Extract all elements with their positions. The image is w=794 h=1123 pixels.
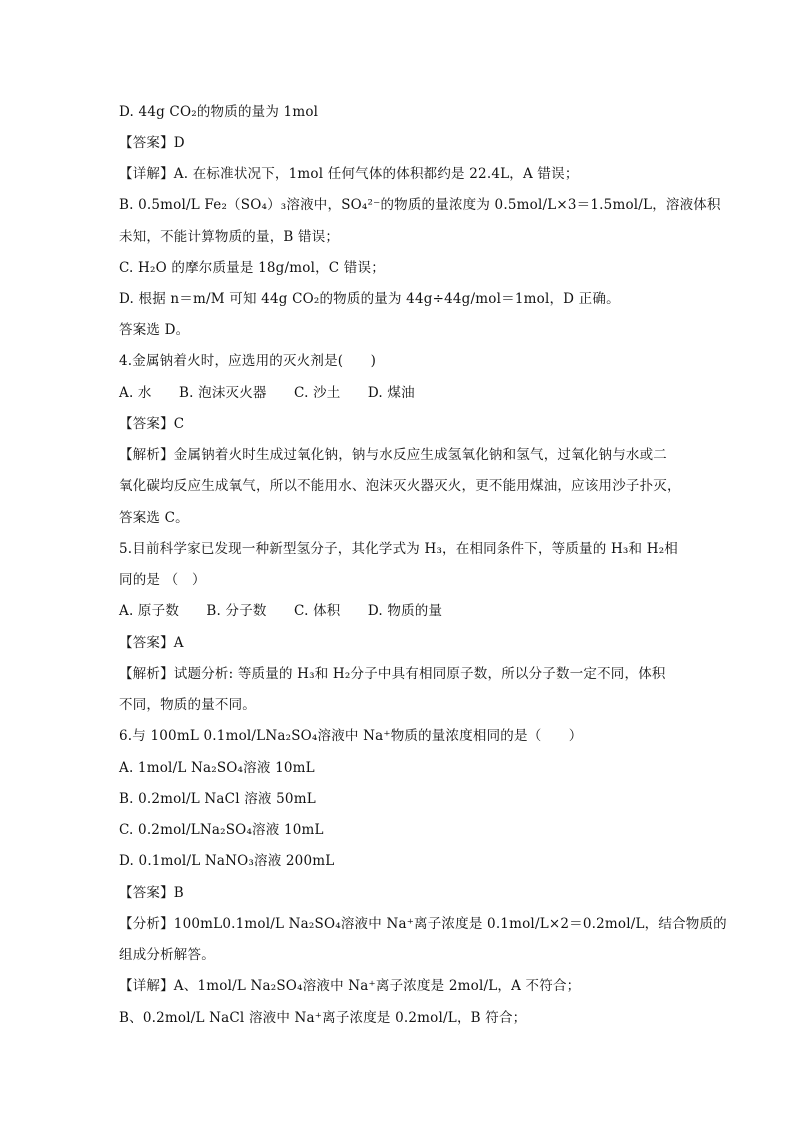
option-d-line: D. 44g CO₂的物质的量为 1mol [119,104,319,120]
question-6-option-d: D. 0.1mol/L NaNO₃溶液 200mL [119,853,335,869]
explanation-line: 未知，不能计算物质的量，B 错误； [119,229,340,245]
analysis-line: 【解析】试题分析: 等质量的 H₃和 H₂分子中具有相同原子数，所以分子数一定不同，体积 [119,666,666,682]
answer-line: 【答案】C [119,416,185,432]
question-5-stem: 5.目前科学家已发现一种新型氢分子，其化学式为 H₃，在相同条件下，等质量的 H₃和 H₂相 [119,541,679,557]
answer-line: 【答案】D [119,135,185,151]
explanation-line: B. 0.5mol/L Fe₂（SO₄）₃溶液中，SO₄²⁻的物质的量浓度为 0.5mol/L×3＝1.5mol/L，溶液体积 [119,197,721,213]
explanation-line: B、0.2mol/L NaCl 溶液中 Na⁺离子浓度是 0.2mol/L，B 符合； [119,1010,527,1026]
answer-line: 【答案】A [119,635,184,651]
analysis-line: 答案选 C。 [119,510,189,526]
explanation-line: D. 根据 n＝m/M 可知 44g CO₂的物质的量为 44g÷44g/mol＝1mol，D 正确。 [119,291,620,307]
question-6-option-a: A. 1mol/L Na₂SO₄溶液 10mL [119,760,315,776]
analysis-line: 氧化碳均反应生成氧气，所以不能用水、泡沫灭火器灭火，更不能用煤油，应该用沙子扑灭， [119,478,681,494]
answer-line: 【答案】B [119,885,184,901]
question-6-option-c: C. 0.2mol/LNa₂SO₄溶液 10mL [119,822,324,838]
answer-choice-line: 答案选 D。 [119,322,190,338]
analysis-line: 不同，物质的量不同。 [119,697,256,713]
question-5-stem: 同的是 （ ） [119,572,206,588]
question-4-options: A. 水 B. 泡沫灭火器 C. 沙土 D. 煤油 [119,385,415,401]
explanation-line: 【详解】A、1mol/L Na₂SO₄溶液中 Na⁺离子浓度是 2mol/L，A 不符合； [119,978,581,994]
analysis-line: 【解析】金属钠着火时生成过氧化钠，钠与水反应生成氢氧化钠和氢气，过氧化钠与水或二 [119,447,667,463]
analysis-line: 【分析】100mL0.1mol/L Na₂SO₄溶液中 Na⁺离子浓度是 0.1mol/L×2＝0.2mol/L，结合物质的 [119,916,727,932]
explanation-line: C. H₂O 的摩尔质量是 18g/mol，C 错误； [119,260,385,276]
question-5-options: A. 原子数 B. 分子数 C. 体积 D. 物质的量 [119,603,443,619]
question-6-stem: 6.与 100mL 0.1mol/LNa₂SO₄溶液中 Na⁺物质的量浓度相同的是（ ） [119,728,583,744]
explanation-line: 【详解】A. 在标准状况下，1mol 任何气体的体积都约是 22.4L，A 错误； [119,166,579,182]
question-4-stem: 4.金属钠着火时，应选用的灭火剂是( ) [119,353,377,369]
question-6-option-b: B. 0.2mol/L NaCl 溶液 50mL [119,791,316,807]
analysis-line: 组成分析解答。 [119,947,215,963]
